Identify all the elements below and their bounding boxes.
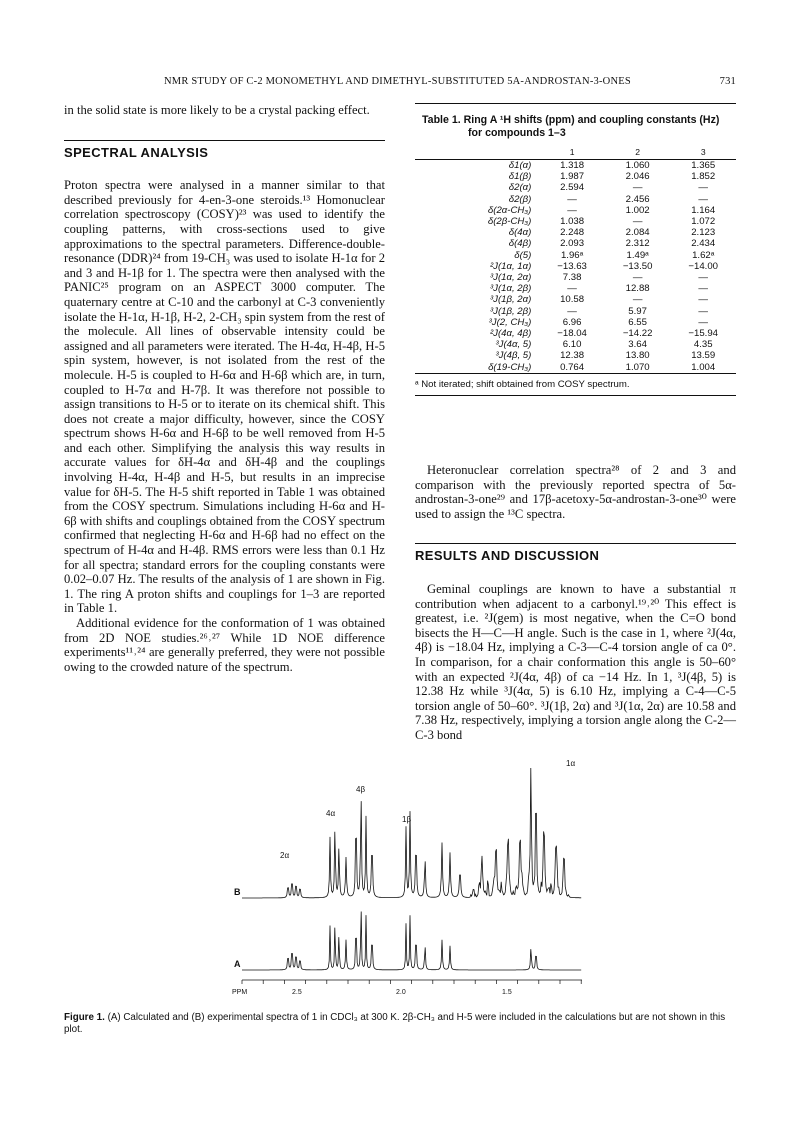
table-cell: 6.10 (562, 339, 582, 351)
table-row (415, 160, 736, 172)
table-header-compound-1: 1 (569, 146, 575, 157)
table-row (415, 227, 736, 238)
table-cell: — (698, 182, 708, 194)
axis-tick-2.5: 2.5 (292, 989, 302, 996)
table-cell: 2.594 (560, 182, 585, 194)
axis-unit: PPM (232, 989, 248, 996)
table-cell: — (632, 272, 643, 284)
table-row-label: δ1(α) (508, 160, 532, 171)
table-cell: 1.96ᵃ (560, 249, 584, 261)
figure-caption-text: (A) Calculated and (B) experimental spectra of 1 in CDCl₃ at 300 K. 2β-CH₃ and H-5 were included in the calculations but are not shown in this plot. (64, 1012, 726, 1036)
peak-label-4a: 4α (326, 809, 336, 818)
table-header-compound-3: 3 (700, 146, 706, 157)
table-row-label: δ(4α) (508, 227, 532, 239)
table-row (415, 339, 736, 350)
table-cell: — (698, 305, 708, 317)
table-row-label: ²J(4α, 4β) (489, 328, 532, 340)
table-row-label: ³J(4β, 5) (495, 350, 532, 362)
section-heading-spectral-analysis: SPECTRAL ANALYSIS (64, 140, 385, 161)
table-cell: 7.38 (562, 272, 582, 284)
table-row-label: ³J(1β, 2β) (489, 305, 532, 317)
left-column (64, 103, 385, 674)
figure-caption-label: Figure 1. (64, 1012, 105, 1023)
heteronuclear-paragraph: Heteronuclear correlation spectra²⁸ of 2 and 3 and comparison with the previously reported spectra of 5α-androstan-3-one²⁹ and 17β-acetoxy-5α-androstan-3-one³⁰ were used to assign the ¹³C spectra. (415, 463, 736, 521)
table-row-label: δ1(β) (508, 171, 532, 183)
table-cell: 5.97 (628, 305, 647, 317)
spectral-analysis-paragraph-2: Additional evidence for the conformation of 1 was obtained from 2D NOE studies.²⁶˒²⁷ While 1D NOE difference experiments¹¹˒²⁴ are generally preferred, they were not possible owing to the crowded nature of the spectrum. (64, 616, 385, 674)
table-cell: 2.046 (625, 171, 650, 183)
table-row-label: ³J(2, CH₃) (488, 316, 532, 328)
table-cell: 12.88 (625, 283, 650, 295)
table-row-label: δ(19-CH₃) (488, 361, 532, 373)
table-row (415, 216, 736, 227)
table-cell: 6.55 (628, 316, 647, 328)
table-cell: 10.58 (560, 294, 585, 306)
table-cell: 3.64 (628, 339, 647, 351)
spectrum-plot (220, 758, 760, 1008)
table-row (415, 317, 736, 328)
table-header-compound-2: 2 (635, 146, 641, 157)
right-column (415, 463, 736, 743)
table-cell: 2.084 (625, 227, 650, 239)
table-cell: 1.49ᵃ (626, 249, 649, 261)
results-paragraph: Geminal couplings are known to have a substantial π contribution when adjacent to a carbonyl.¹⁹˒²⁰ This effect is greatest, i.e. ²J(gem) is most negative, when the C=O bond bisects the H—C—H angle. Such is the case in 1, where ²J(4α, 4β) is −18.04 Hz, implying a C-3—C-4 torsion angle of ca 0°. In comparison, for a chair conformation this angle is 50–60° with an expected ²J(4α, 4β) of ca −14 Hz. In 1, ³J(4β, 5) is 12.38 Hz while ³J(4α, 5) is 6.10 Hz, implying a C-4—C-5 torsion angle of 50–60°. ³J(1β, 2α) and ³J(1α, 2α) are 10.58 and 7.38 Hz, respectively, implying a torsion angle along the C-2—C-3 bond (415, 581, 736, 742)
table-cell: 1.365 (691, 160, 716, 171)
table-cell: — (632, 294, 643, 306)
section-heading-results: RESULTS AND DISCUSSION (415, 543, 736, 564)
table-row-label: δ(5) (514, 249, 532, 261)
trace-label-b: B (234, 887, 241, 897)
table-cell: — (632, 216, 643, 228)
trace-label-a: A (234, 959, 241, 969)
table-cell: — (567, 204, 577, 216)
table-cell: — (698, 316, 708, 328)
table-row (415, 362, 736, 374)
table-cell: — (698, 193, 708, 205)
table-cell: 6.96 (562, 316, 582, 328)
table-footnote: ᵃ Not iterated; shift obtained from COSY spectrum. (415, 374, 736, 396)
table-cell: 2.456 (625, 193, 650, 205)
table-row-label: δ2(α) (508, 182, 532, 194)
table-cell: — (632, 182, 643, 194)
table-cell: 1.852 (691, 171, 716, 183)
spectral-analysis-paragraph-1: Proton spectra were analysed in a manner similar to that described previously for 4-en-3-one steroids.¹³ Homonuclear correlation spectroscopy (COSY)²³ was used to identify the coupling patterns, with cross-sections used to give approximations to the spectral parameters. Difference-double-resonance (DDR)²⁴ from 19-CH₃ was used to isolate H-1α for 2 and 3 and H-1β for 1. The spectra were then analysed with the PANIC²⁵ program on an ASPECT 3000 computer. The quaternary centre at C-10 and the carbonyl at C-3 conveniently isolate the H-1α, H-1β, H-2, 2-CH₃ spin system from the rest of the molecule. All lines of observable intensity could be assigned and all parameters were iterated. The H-4α, H-4β, H-5 spin system, however, is not isolated from the rest of the molecule. H-5 is coupled to H-6α and H-6β which are, in turn, coupled to H-7α and H-7β. It was therefore not possible to assign transitions to H-5 or to iterate on its chemical shift. This does not create a major difficulty, however, since the COSY spectrum shows H-6α and H-6β to be well removed from H-5 and each other. Simplifying the analysis this way results in accurate values for δH-4α and δH-4β and the couplings involving H-4α, H-4β and H-5, but results in an imprecise value for δH-5. The H-5 shift reported in Table 1 was obtained from the COSY spectrum. Simulations including H-6α and H-6β with shifts and couplings obtained from the COSY spectrum confirmed that neglecting H-6α and H-6β had no effect on the spectrum of H-4α and H-4β. RMS errors were less than 0.1 Hz for all spectra; standard errors for the coupling constants were 0.02–0.07 Hz. The results of the analysis of 1 are shown in Fig. 1. The ring A proton shifts and couplings for 1–3 are reported in Table 1. (64, 178, 385, 616)
table-cell: 2.434 (691, 238, 716, 250)
peak-label-4b: 4β (356, 785, 366, 794)
ppm-axis-ticks (242, 980, 581, 984)
table-row (415, 205, 736, 216)
table-row-label: ³J(1α, 2α) (489, 272, 532, 284)
table-header-label (415, 146, 539, 160)
table-row (415, 171, 736, 182)
table-row-label: ²J(1α, 1α) (489, 260, 532, 272)
table-cell: 12.38 (560, 350, 585, 362)
table-cell: — (698, 272, 708, 284)
axis-tick-2.0: 2.0 (396, 989, 406, 996)
table-cell: −18.04 (557, 328, 587, 340)
table-cell: 1.060 (625, 160, 650, 171)
table-cell: 0.764 (560, 361, 585, 373)
table-cell: 1.004 (691, 361, 716, 373)
table-row-label: ³J(4α, 5) (495, 339, 532, 351)
table-cell: — (567, 193, 577, 205)
table-caption (415, 114, 736, 140)
table-cell: 4.35 (693, 339, 713, 351)
table-cell: −14.22 (622, 328, 653, 340)
calculated-spectrum-trace (242, 912, 581, 971)
table-row (415, 272, 736, 283)
table-row-label: ³J(1β, 2α) (489, 294, 532, 306)
table-row (415, 294, 736, 305)
table-cell: — (567, 305, 577, 317)
table-row-label: δ(2β-CH₃) (487, 216, 532, 228)
table-row (415, 350, 736, 361)
table-row (415, 306, 736, 317)
table-1 (415, 103, 736, 396)
table-cell: — (567, 283, 577, 295)
figure-1-caption (64, 1012, 736, 1037)
table-body (415, 160, 736, 374)
table-row-label: δ(4β) (508, 238, 532, 250)
table-cell: 13.80 (625, 350, 650, 362)
table-cell: 1.62ᵃ (692, 249, 715, 261)
table-cell: 2.248 (560, 227, 585, 239)
shift-coupling-table (415, 146, 736, 374)
table-cell: −13.63 (557, 260, 587, 272)
page-number: 731 (719, 76, 736, 87)
table-row (415, 238, 736, 249)
table-row (415, 328, 736, 339)
intro-paragraph: in the solid state is more likely to be a crystal packing effect. (64, 103, 370, 117)
table-row-label: δ(2α-CH₃) (487, 204, 532, 216)
peak-label-2a: 2α (280, 851, 290, 860)
running-title: NMR STUDY OF C-2 MONOMETHYL AND DIMETHYL-SUBSTITUTED 5Α-ANDROSTAN-3-ONES (164, 76, 631, 87)
table-row (415, 250, 736, 261)
table-cell: 2.093 (560, 238, 585, 250)
table-row-label: ³J(1α, 2β) (489, 283, 532, 295)
table-cell: −13.50 (622, 260, 653, 272)
table-row (415, 182, 736, 193)
table-cell: 1.072 (691, 216, 716, 228)
peak-label-1b: 1β (402, 815, 412, 824)
peak-label-1a: 1α (566, 759, 576, 768)
table-row (415, 261, 736, 272)
table-cell: — (698, 283, 708, 295)
experimental-spectrum-trace (242, 768, 581, 898)
table-header-row (415, 146, 736, 160)
table-cell: 1.164 (691, 204, 716, 216)
table-cell: 2.123 (691, 227, 716, 239)
table-cell: 1.038 (560, 216, 585, 228)
running-head (64, 76, 736, 92)
table-caption-line-2: for compounds 1–3 (468, 127, 566, 139)
table-cell: 1.987 (560, 171, 585, 183)
table-cell: 13.59 (691, 350, 716, 362)
table-cell: 1.318 (560, 160, 585, 171)
table-caption-line-1: Table 1. Ring A ¹H shifts (ppm) and coupling constants (Hz) (422, 114, 720, 126)
table-row (415, 283, 736, 294)
table-cell: −15.94 (688, 328, 719, 340)
table-row (415, 194, 736, 205)
table-cell: −14.00 (688, 260, 719, 272)
table-cell: 1.002 (625, 204, 650, 216)
axis-tick-1.5: 1.5 (502, 989, 512, 996)
table-cell: 1.070 (625, 361, 650, 373)
table-row-label: δ2(β) (508, 193, 532, 205)
table-cell: — (698, 294, 708, 306)
table-cell: 2.312 (625, 238, 650, 250)
figure-1 (220, 758, 760, 1008)
